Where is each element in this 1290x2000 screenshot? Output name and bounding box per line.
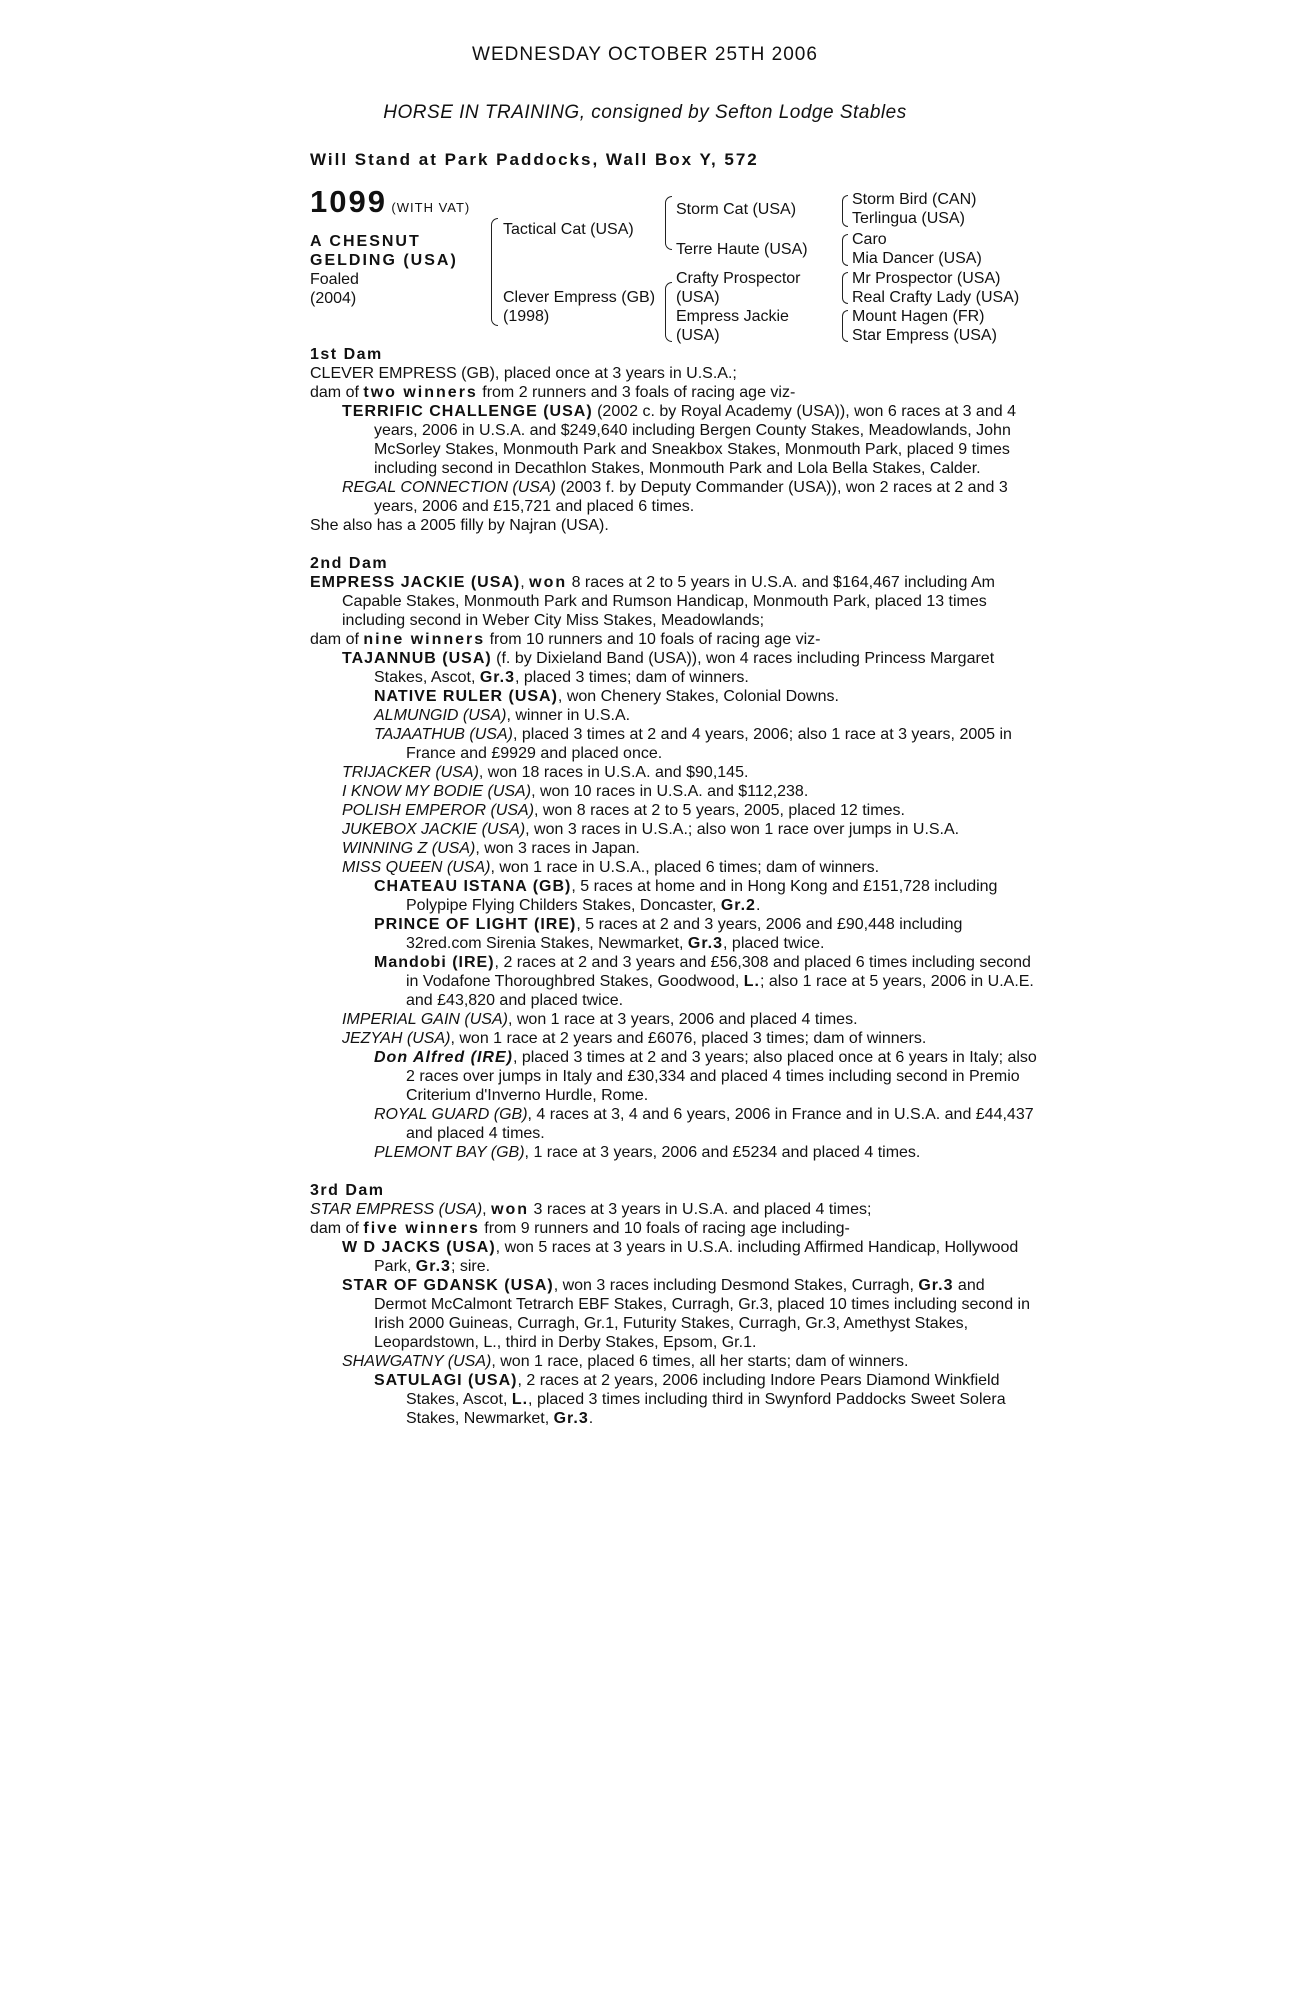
foaled-year: (2004) xyxy=(310,290,357,307)
produce-entry: TAJAATHUB (USA), placed 3 times at 2 and 4 years, 2006; also 1 race at 3 years, 2005 in France and £9929 and placed once. xyxy=(374,726,1012,762)
produce-entry: IMPERIAL GAIN (USA), won 1 race at 3 years, 2006 and placed 4 times. xyxy=(342,1011,858,1028)
produce-entry: TAJANNUB (USA) (f. by Dixieland Band (USA)), won 4 races including Princess Margaret Stakes, Ascot, Gr.3, placed 3 times; dam of winners. xyxy=(342,650,995,686)
produce-entry: SATULAGI (USA), 2 races at 2 years, 2006 including Indore Pears Diamond Winkfield Stakes, Ascot, L., placed 3 times including third in Swynford Paddocks Sweet Solera Stakes, Newmarket, Gr.3. xyxy=(374,1372,1006,1427)
produce-entry: NATIVE RULER (USA), won Chenery Stakes, Colonial Downs. xyxy=(374,688,839,705)
dam-sire-line2: (USA) xyxy=(676,289,720,306)
grand-2: Terlingua (USA) xyxy=(852,210,965,227)
grand-1: Storm Bird (CAN) xyxy=(852,191,977,208)
catalogue-body xyxy=(310,345,1040,1428)
second-dam-heading: 2nd Dam xyxy=(310,555,389,572)
pedigree-table xyxy=(310,184,1060,350)
produce-entry: TERRIFIC CHALLENGE (USA) (2002 c. by Royal Academy (USA)), won 6 races at 3 and 4 years, 2006 in U.S.A. and $249,640 including Bergen County Stakes, Meadowlands, John McSorley Stakes, Monmouth Park and Sneakbox Stakes, Monmouth Park, placed 9 times including second in Decathlon Stakes, Monmouth Park and Lola Bella Stakes, Calder. xyxy=(342,403,1016,477)
produce-entry: MISS QUEEN (USA), won 1 race in U.S.A., placed 6 times; dam of winners. xyxy=(342,859,880,876)
dam-dam-line2: (USA) xyxy=(676,327,720,344)
gsire-brace-2 xyxy=(842,234,848,266)
lot-colour-sex: A CHESNUT xyxy=(310,233,421,250)
first-dam-last: She also has a 2005 filly by Najran (USA). xyxy=(310,517,609,534)
sire-sire: Storm Cat (USA) xyxy=(676,201,797,218)
dam-dam-line1: Empress Jackie xyxy=(676,308,789,325)
grand-3: Caro xyxy=(852,231,887,248)
second-dam-produce: dam of nine winners from 10 runners and 10 foals of racing age viz- xyxy=(310,631,821,648)
produce-entry: POLISH EMPEROR (USA), won 8 races at 2 to 5 years, 2005, placed 12 times. xyxy=(342,802,905,819)
dam-name: Clever Empress (GB) xyxy=(503,289,656,306)
grand-8: Star Empress (USA) xyxy=(852,327,997,344)
produce-entry: SHAWGATNY (USA), won 1 race, placed 6 times, all her starts; dam of winners. xyxy=(342,1353,909,1370)
produce-entry: Mandobi (IRE), 2 races at 2 and 3 years and £56,308 and placed 6 times including second in Vodafone Thoroughbred Stakes, Goodwood, L.; also 1 race at 5 years, 2006 in U.A.E. and £43,820 and placed twice. xyxy=(374,954,1034,1009)
third-dam-line: STAR EMPRESS (USA), won 3 races at 3 years in U.S.A. and placed 4 times; xyxy=(310,1201,872,1218)
third-dam-heading: 3rd Dam xyxy=(310,1182,385,1199)
gsire-brace-4 xyxy=(842,310,848,342)
produce-entry: I KNOW MY BODIE (USA), won 10 races in U.S.A. and $112,238. xyxy=(342,783,809,800)
second-dam-line: EMPRESS JACKIE (USA), won 8 races at 2 to 5 years in U.S.A. and $164,467 including Am Capable Stakes, Monmouth Park and Rumson Handicap, Monmouth Park, placed 13 times including second in Weber City Miss Stakes, Meadowlands; xyxy=(310,574,995,629)
catalogue-subtitle: HORSE IN TRAINING, consigned by Sefton Lodge Stables xyxy=(383,102,907,123)
dam-year: (1998) xyxy=(503,308,550,325)
produce-entry: CHATEAU ISTANA (GB), 5 races at home and in Hong Kong and £151,728 including Polypipe Flying Childers Stakes, Doncaster, Gr.2. xyxy=(374,878,998,914)
date-heading: WEDNESDAY OCTOBER 25TH 2006 xyxy=(472,44,818,65)
box-location: Will Stand at Park Paddocks, Wall Box Y, 572 xyxy=(310,150,759,169)
grand-5: Mr Prospector (USA) xyxy=(852,270,1001,287)
dam-sire-line1: Crafty Prospector xyxy=(676,270,801,287)
foaled-label: Foaled xyxy=(310,271,359,288)
first-dam-produce: dam of two winners from 2 runners and 3 foals of racing age viz- xyxy=(310,384,796,401)
produce-entry: STAR OF GDANSK (USA), won 3 races including Desmond Stakes, Curragh, Gr.3 and Dermot McCalmont Tetrarch EBF Stakes, Curragh, Gr.3, placed 10 times including second in Irish 2000 Guineas, Curragh, Gr.1, Futurity Stakes, Curragh, Gr.3, Amethyst Stakes, Leopardstown, L., third in Derby Stakes, Epsom, Gr.1. xyxy=(342,1277,1030,1351)
third-dam-produce: dam of five winners from 9 runners and 10 foals of racing age including- xyxy=(310,1220,850,1237)
grand-6: Real Crafty Lady (USA) xyxy=(852,289,1020,306)
first-dam-heading: 1st Dam xyxy=(310,346,383,363)
produce-entry: Don Alfred (IRE), placed 3 times at 2 and 3 years; also placed once at 6 years in Italy; also 2 races over jumps in Italy and £30,334 and placed 4 times including second in Premio Criterium d'Inverno Hurdle, Rome. xyxy=(374,1049,1037,1104)
grand-4: Mia Dancer (USA) xyxy=(852,250,982,267)
produce-entry: WINNING Z (USA), won 3 races in Japan. xyxy=(342,840,640,857)
sire-dam: Terre Haute (USA) xyxy=(676,241,808,258)
produce-entry: JUKEBOX JACKIE (USA), won 3 races in U.S.A.; also won 1 race over jumps in U.S.A. xyxy=(342,821,960,838)
produce-entry: ROYAL GUARD (GB), 4 races at 3, 4 and 6 years, 2006 in France and in U.S.A. and £44,437 and placed 4 times. xyxy=(374,1106,1034,1142)
lot-number-line xyxy=(310,184,471,219)
vat-note: (WITH VAT) xyxy=(391,200,471,215)
lot-gelding: GELDING (USA) xyxy=(310,252,458,269)
produce-entry: TRIJACKER (USA), won 18 races in U.S.A. and $90,145. xyxy=(342,764,749,781)
produce-entry: JEZYAH (USA), won 1 race at 2 years and £6076, placed 3 times; dam of winners. xyxy=(342,1030,927,1047)
produce-entry: PLEMONT BAY (GB), 1 race at 3 years, 2006 and £5234 and placed 4 times. xyxy=(374,1144,921,1161)
first-dam-line: CLEVER EMPRESS (GB), placed once at 3 years in U.S.A.; xyxy=(310,365,737,382)
gsire-brace-1 xyxy=(842,195,848,227)
produce-entry: PRINCE OF LIGHT (IRE), 5 races at 2 and 3 years, 2006 and £90,448 including 32red.com Sirenia Stakes, Newmarket, Gr.3, placed twice. xyxy=(374,916,963,952)
pedigree-brace-main xyxy=(491,218,498,326)
lot-number: 1099 xyxy=(310,184,387,219)
grand-7: Mount Hagen (FR) xyxy=(852,308,985,325)
produce-entry: REGAL CONNECTION (USA) (2003 f. by Deputy Commander (USA)), won 2 races at 2 and 3 years, 2006 and £15,721 and placed 6 times. xyxy=(342,479,1008,515)
sire-brace xyxy=(665,196,672,250)
produce-entry: W D JACKS (USA), won 5 races at 3 years in U.S.A. including Affirmed Handicap, Hollywood Park, Gr.3; sire. xyxy=(342,1239,1019,1275)
produce-entry: ALMUNGID (USA), winner in U.S.A. xyxy=(374,707,631,724)
sire-name: Tactical Cat (USA) xyxy=(503,221,634,238)
gsire-brace-3 xyxy=(842,272,848,304)
dam-brace xyxy=(665,282,672,342)
